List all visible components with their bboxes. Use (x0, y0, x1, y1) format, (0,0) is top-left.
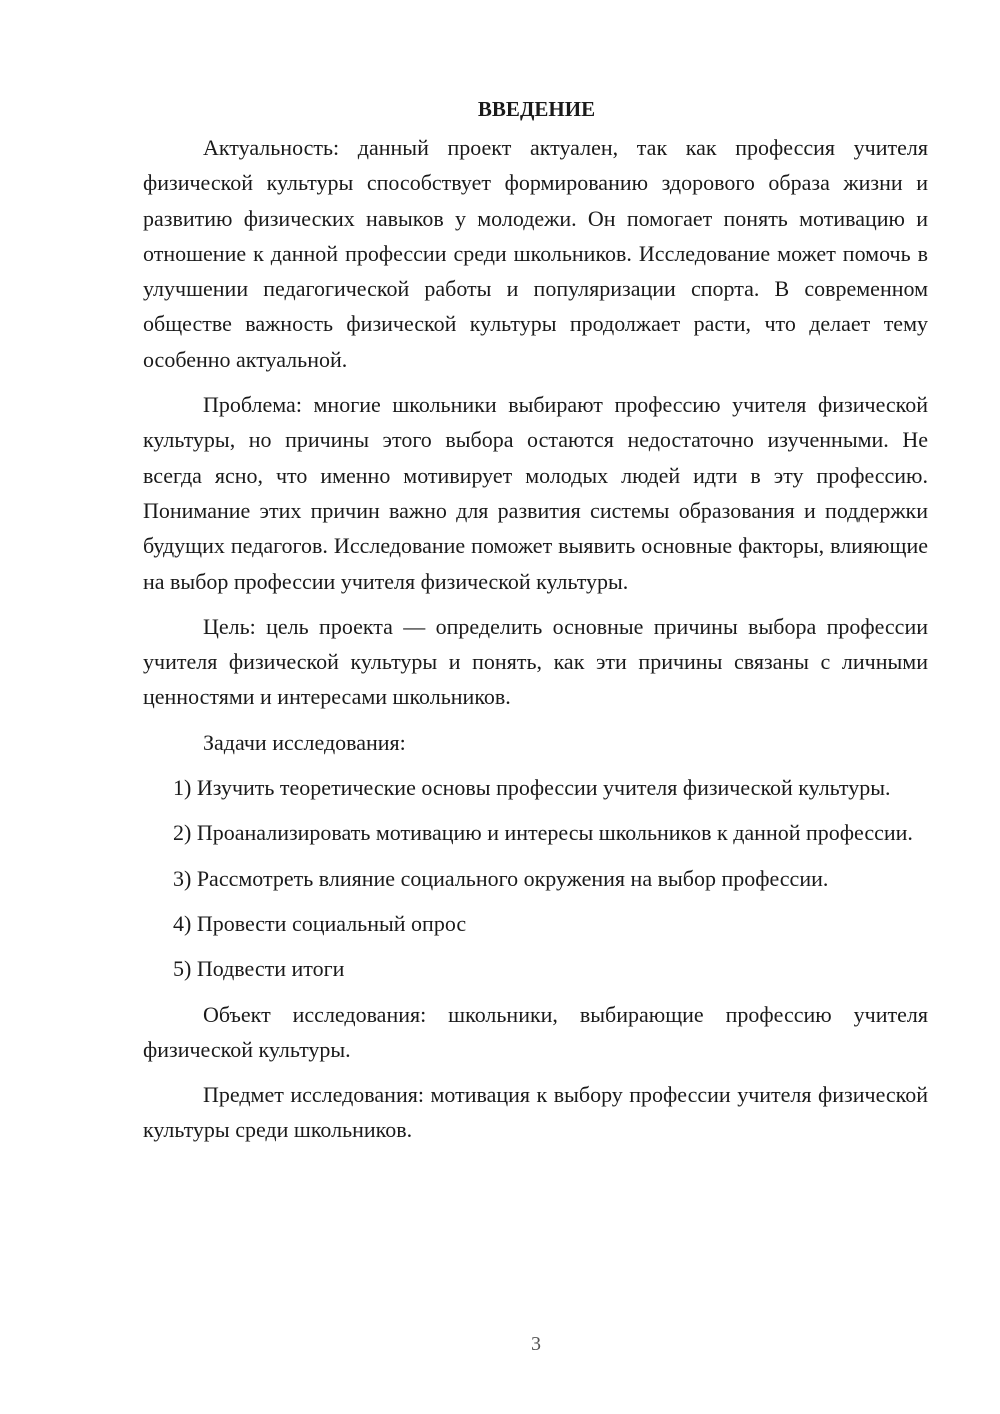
object-paragraph: Объект исследования: школьники, выбирающие профессию учителя физической культуры. (143, 1001, 928, 1062)
relevance-paragraph: Актуальность: данный проект актуален, так как профессия учителя физической культуры способствует формированию здорового образа жизни и развитию физических навыков у молодежи. Он помогает понять мотивацию и отношение к данной профессии среди школьников. Исследование может помочь в улучшении педагогической работы и популяризации спорта. В современном обществе важность физической культуры продолжает расти, что делает тему особенно актуальной. (143, 135, 928, 372)
subject-paragraph: Предмет исследования: мотивация к выбору профессии учителя физической культуры среди школьников. (143, 1082, 928, 1143)
section-heading: ВВЕДЕНИЕ (477, 97, 596, 121)
task-item-1: 1) Изучить теоретические основы профессии учителя физической культуры. (173, 775, 891, 801)
task-item-5: 5) Подвести итоги (173, 956, 345, 982)
page-content (143, 92, 928, 1158)
task-item-4: 4) Провести социальный опрос (173, 910, 467, 936)
task-item-3: 3) Рассмотреть влияние социального окружения на выбор профессии. (173, 865, 829, 891)
goal-paragraph: Цель: цель проекта — определить основные причины выбора профессии учителя физической культуры и понять, как эти причины связаны с личными ценностями и интересами школьников. (143, 613, 928, 710)
task-item-2: 2) Проанализировать мотивацию и интересы школьников к данной профессии. (173, 820, 913, 846)
tasks-label: Задачи исследования: (203, 729, 406, 755)
page-number: 3 (531, 1333, 541, 1355)
problem-paragraph: Проблема: многие школьники выбирают профессию учителя физической культуры, но причины этого выбора остаются недостаточно изученными. Не всегда ясно, что именно мотивирует молодых людей идти в эту профессию. Понимание этих причин важно для развития системы образования и поддержки будущих педагогов. Исследование поможет выявить основные факторы, влияющие на выбор профессии учителя физической культуры. (143, 392, 928, 594)
